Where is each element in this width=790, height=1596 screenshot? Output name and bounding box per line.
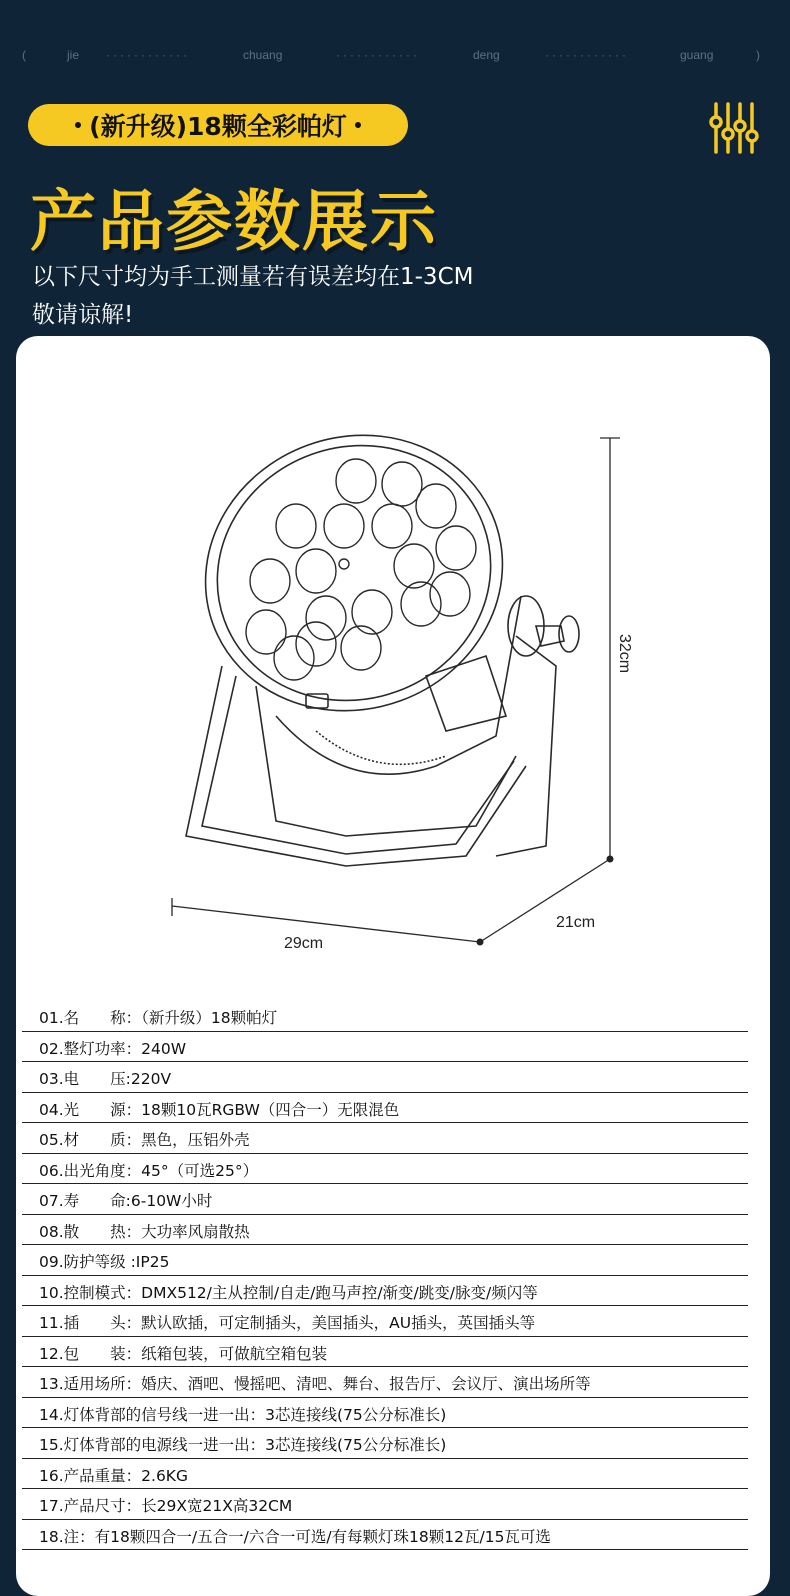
pinyin-close-paren: ) bbox=[756, 48, 760, 62]
height-label: 32cm bbox=[616, 634, 633, 674]
spec-row: 17.产品尺寸：长29X宽21X高32CM bbox=[22, 1489, 748, 1520]
measurement-note bbox=[32, 258, 592, 334]
pinyin-guang: guang bbox=[680, 48, 714, 62]
spec-row: 18.注：有18颗四合一/五合一/六合一可选/有每颗灯珠18颗12瓦/15瓦可选 bbox=[22, 1520, 748, 1551]
side-panel bbox=[426, 656, 506, 731]
sliders-icon bbox=[708, 100, 760, 156]
spec-row: 15.灯体背部的电源线一进一出：3芯连接线(75公分标准长) bbox=[22, 1428, 748, 1459]
dimension-corner-dot bbox=[607, 856, 614, 863]
width-dimension-line bbox=[172, 906, 480, 942]
depth-label: 21cm bbox=[556, 914, 596, 931]
spec-row: 07.寿 命:6-10W小时 bbox=[22, 1184, 748, 1215]
led-array bbox=[246, 459, 476, 680]
par-light-diagram bbox=[16, 336, 770, 976]
pinyin-dots: ············ bbox=[106, 48, 190, 62]
spec-row: 02.整灯功率：240W bbox=[22, 1032, 748, 1063]
width-label: 29cm bbox=[284, 935, 324, 952]
product-badge bbox=[28, 104, 408, 146]
spec-row: 09.防护等级 :IP25 bbox=[22, 1245, 748, 1276]
measurement-note-line2: 敬请谅解! bbox=[32, 302, 134, 328]
pinyin-open-paren: ( bbox=[22, 48, 26, 62]
pinyin-decoration bbox=[0, 48, 790, 68]
spec-row: 10.控制模式：DMX512/主从控制/自走/跑马声控/渐变/跳变/脉变/频闪等 bbox=[22, 1276, 748, 1307]
spec-row: 05.材 质：黑色，压铝外壳 bbox=[22, 1123, 748, 1154]
fan-fins bbox=[316, 731, 446, 764]
spec-row: 12.包 装：纸箱包装，可做航空箱包装 bbox=[22, 1337, 748, 1368]
bracket-right-arm bbox=[496, 636, 556, 856]
pinyin-dots: ············ bbox=[336, 48, 420, 62]
spec-list bbox=[22, 1001, 748, 1550]
spec-row: 04.光 源：18颗10瓦RGBW（四合一）无限混色 bbox=[22, 1093, 748, 1124]
spec-row: 14.灯体背部的信号线一进一出：3芯连接线(75公分标准长) bbox=[22, 1398, 748, 1429]
badge-dot-right bbox=[355, 122, 361, 128]
measurement-note-line1: 以下尺寸均为手工测量若有误差均在1-3CM bbox=[32, 264, 474, 290]
pinyin-dots: ············ bbox=[545, 48, 629, 62]
pinyin-deng: deng bbox=[473, 48, 500, 62]
page-title: 产品参数展示 bbox=[30, 183, 438, 260]
badge-dot-left bbox=[75, 122, 81, 128]
spec-row: 16.产品重量：2.6KG bbox=[22, 1459, 748, 1490]
spec-row: 06.出光角度：45°（可选25°） bbox=[22, 1154, 748, 1185]
lamp-face-outer bbox=[167, 394, 542, 752]
dimension-lines bbox=[172, 438, 620, 942]
pinyin-jie: jie bbox=[67, 48, 80, 62]
spec-row: 01.名 称：（新升级）18颗帕灯 bbox=[22, 1001, 748, 1032]
dimension-corner-dot bbox=[477, 939, 484, 946]
spec-row: 11.插 头：默认欧插，可定制插头，美国插头，AU插头，英国插头等 bbox=[22, 1306, 748, 1337]
badge-text: (新升级)18颗全彩帕灯 bbox=[89, 112, 347, 141]
spec-row: 03.电 压:220V bbox=[22, 1062, 748, 1093]
spec-row: 08.散 热：大功率风扇散热 bbox=[22, 1215, 748, 1246]
spec-row: 13.适用场所：婚庆、酒吧、慢摇吧、清吧、舞台、报告厅、会议厅、演出场所等 bbox=[22, 1367, 748, 1398]
pinyin-chuang: chuang bbox=[243, 48, 283, 62]
